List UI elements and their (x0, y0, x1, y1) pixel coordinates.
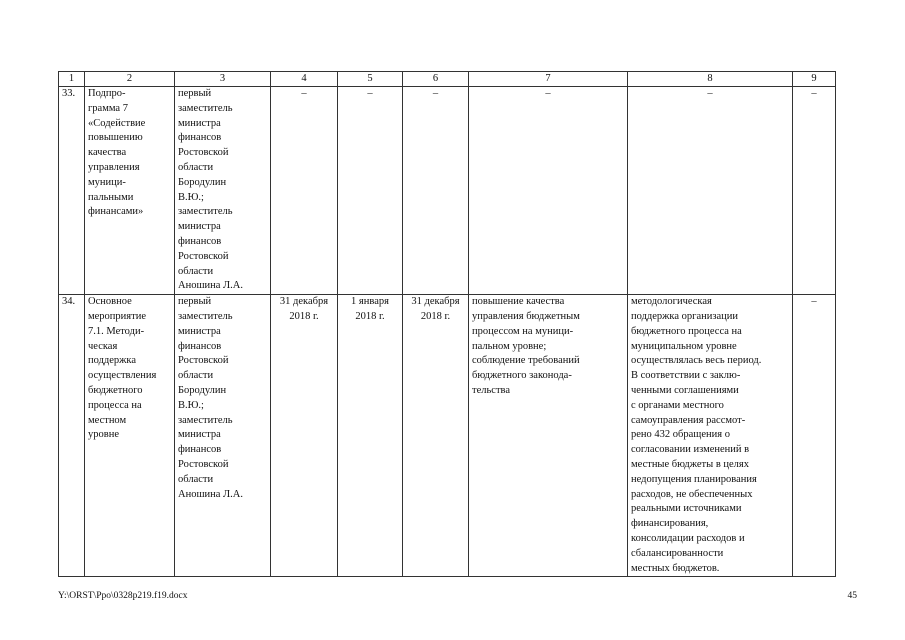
text-line: методологическая (631, 296, 712, 308)
text-line: недопущения планирования (631, 473, 757, 485)
text-line: процесса на (88, 399, 142, 411)
text-line: поддержка (88, 355, 137, 367)
text-line: 2018 г. (420, 310, 451, 322)
text-line: поддержка организации (631, 310, 739, 322)
text-line: процессом на муници- (472, 325, 574, 337)
column-number-row (59, 72, 836, 87)
text-line: финансов (178, 235, 222, 247)
page-number: 45 (847, 591, 857, 601)
text-line: заместитель (178, 310, 233, 322)
text-line: «Содействие (88, 117, 146, 129)
text-line: министра (178, 221, 221, 233)
text-line: консолидации расходов и (631, 532, 745, 544)
text-line: местных бюджетов. (631, 562, 720, 574)
text-line: самоуправления рассмот- (631, 414, 746, 426)
col-num-3: 3 (175, 72, 271, 87)
responsible (175, 295, 271, 577)
text-line: 2018 г. (289, 310, 319, 322)
text-line: Бородулин (178, 176, 227, 188)
program-name (85, 295, 175, 577)
actual-start-date: – (338, 87, 403, 295)
text-line: 7.1. Методи- (88, 325, 145, 337)
text-line: Основное (88, 296, 132, 308)
text-line: тельства (472, 384, 511, 396)
col-num-1: 1 (59, 72, 85, 87)
text-line: повышению (88, 132, 143, 144)
text-line: 2018 г. (355, 310, 385, 322)
text-line: соблюдение требований (472, 355, 580, 367)
text-line: министра (178, 117, 221, 129)
text-line: реальными источниками (631, 503, 742, 515)
text-line: области (178, 161, 214, 173)
text-line: муници- (88, 176, 126, 188)
text-line: В.Ю.; (178, 399, 204, 411)
text-line: финансами» (88, 206, 144, 218)
text-line: первый (178, 88, 212, 99)
col-num-6: 6 (403, 72, 469, 87)
text-line: осуществления (88, 370, 157, 382)
row-number: 34. (59, 295, 85, 577)
col-num-4: 4 (271, 72, 338, 87)
text-line: муниципальном уровне (631, 340, 737, 352)
actual-start-date (338, 295, 403, 577)
text-line: Аношина Л.А. (178, 280, 244, 292)
text-line: рено 432 обращения о (631, 429, 730, 441)
planned-end-date (271, 295, 338, 577)
text-line: финансов (178, 444, 222, 456)
text-line: 1 января (351, 296, 389, 308)
col-num-7: 7 (469, 72, 628, 87)
text-line: финансирования, (631, 518, 709, 530)
text-line: пальными (88, 191, 134, 203)
text-line: сбалансированности (631, 547, 724, 559)
actual-end-date: – (403, 87, 469, 295)
text-line: 31 декабря (411, 296, 460, 308)
row-number: 33. (59, 87, 85, 295)
text-line: расходов, не обеспеченных (631, 488, 753, 500)
col-num-8: 8 (628, 72, 793, 87)
text-line: местном (88, 414, 127, 426)
program-name (85, 87, 175, 295)
actual-result (628, 295, 793, 577)
actual-result: – (628, 87, 793, 295)
text-line: заместитель (178, 206, 233, 218)
text-line: ческая (88, 340, 118, 352)
responsible (175, 87, 271, 295)
text-line: области (178, 265, 214, 277)
text-line: финансов (178, 132, 222, 144)
text-line: области (178, 370, 214, 382)
text-line: местные бюджеты в целях (631, 458, 749, 470)
text-line: Бородулин (178, 384, 227, 396)
text-line: министра (178, 325, 221, 337)
table-row-34 (59, 295, 836, 577)
text-line: управления бюджетным (472, 310, 580, 322)
planned-end-date: – (271, 87, 338, 295)
text-line: первый (178, 296, 212, 308)
col-num-2: 2 (85, 72, 175, 87)
text-line: области (178, 473, 214, 485)
text-line: заместитель (178, 414, 233, 426)
text-line: министра (178, 429, 221, 441)
footer-file-path: Y:\ORST\Ppo\0328p219.f19.docx (58, 591, 188, 601)
text-line: финансов (178, 340, 222, 352)
text-line: Ростовской (178, 147, 229, 159)
text-line: Аношина Л.А. (178, 488, 244, 500)
planned-result: – (469, 87, 628, 295)
text-line: ченными соглашениями (631, 384, 739, 396)
text-line: с органами местного (631, 399, 724, 411)
report-table (58, 71, 836, 577)
text-line: повышение качества (472, 296, 565, 308)
col-num-9: 9 (793, 72, 836, 87)
text-line: 31 декабря (279, 296, 329, 308)
text-line: уровне (88, 429, 119, 441)
text-line: бюджетного (88, 384, 143, 396)
text-line: мероприятие (88, 310, 146, 322)
text-line: Ростовской (178, 250, 229, 262)
text-line: пальном уровне; (472, 340, 547, 352)
text-line: качества (88, 147, 127, 159)
problems: – (793, 87, 836, 295)
col-num-5: 5 (338, 72, 403, 87)
text-line: грамма 7 (88, 102, 128, 114)
text-line: управления (88, 161, 140, 173)
problems: – (793, 295, 836, 577)
planned-result (469, 295, 628, 577)
text-line: осуществлялась весь период. (631, 355, 762, 367)
text-line: В.Ю.; (178, 191, 204, 203)
text-line: В соответствии с заклю- (631, 370, 741, 382)
text-line: Подпро- (88, 88, 126, 99)
actual-end-date (403, 295, 469, 577)
text-line: заместитель (178, 102, 233, 114)
text-line: бюджетного процесса на (631, 325, 742, 337)
table-row-33 (59, 87, 836, 295)
text-line: Ростовской (178, 355, 229, 367)
text-line: бюджетного законода- (472, 370, 572, 382)
text-line: Ростовской (178, 458, 229, 470)
text-line: согласовании изменений в (631, 444, 750, 456)
